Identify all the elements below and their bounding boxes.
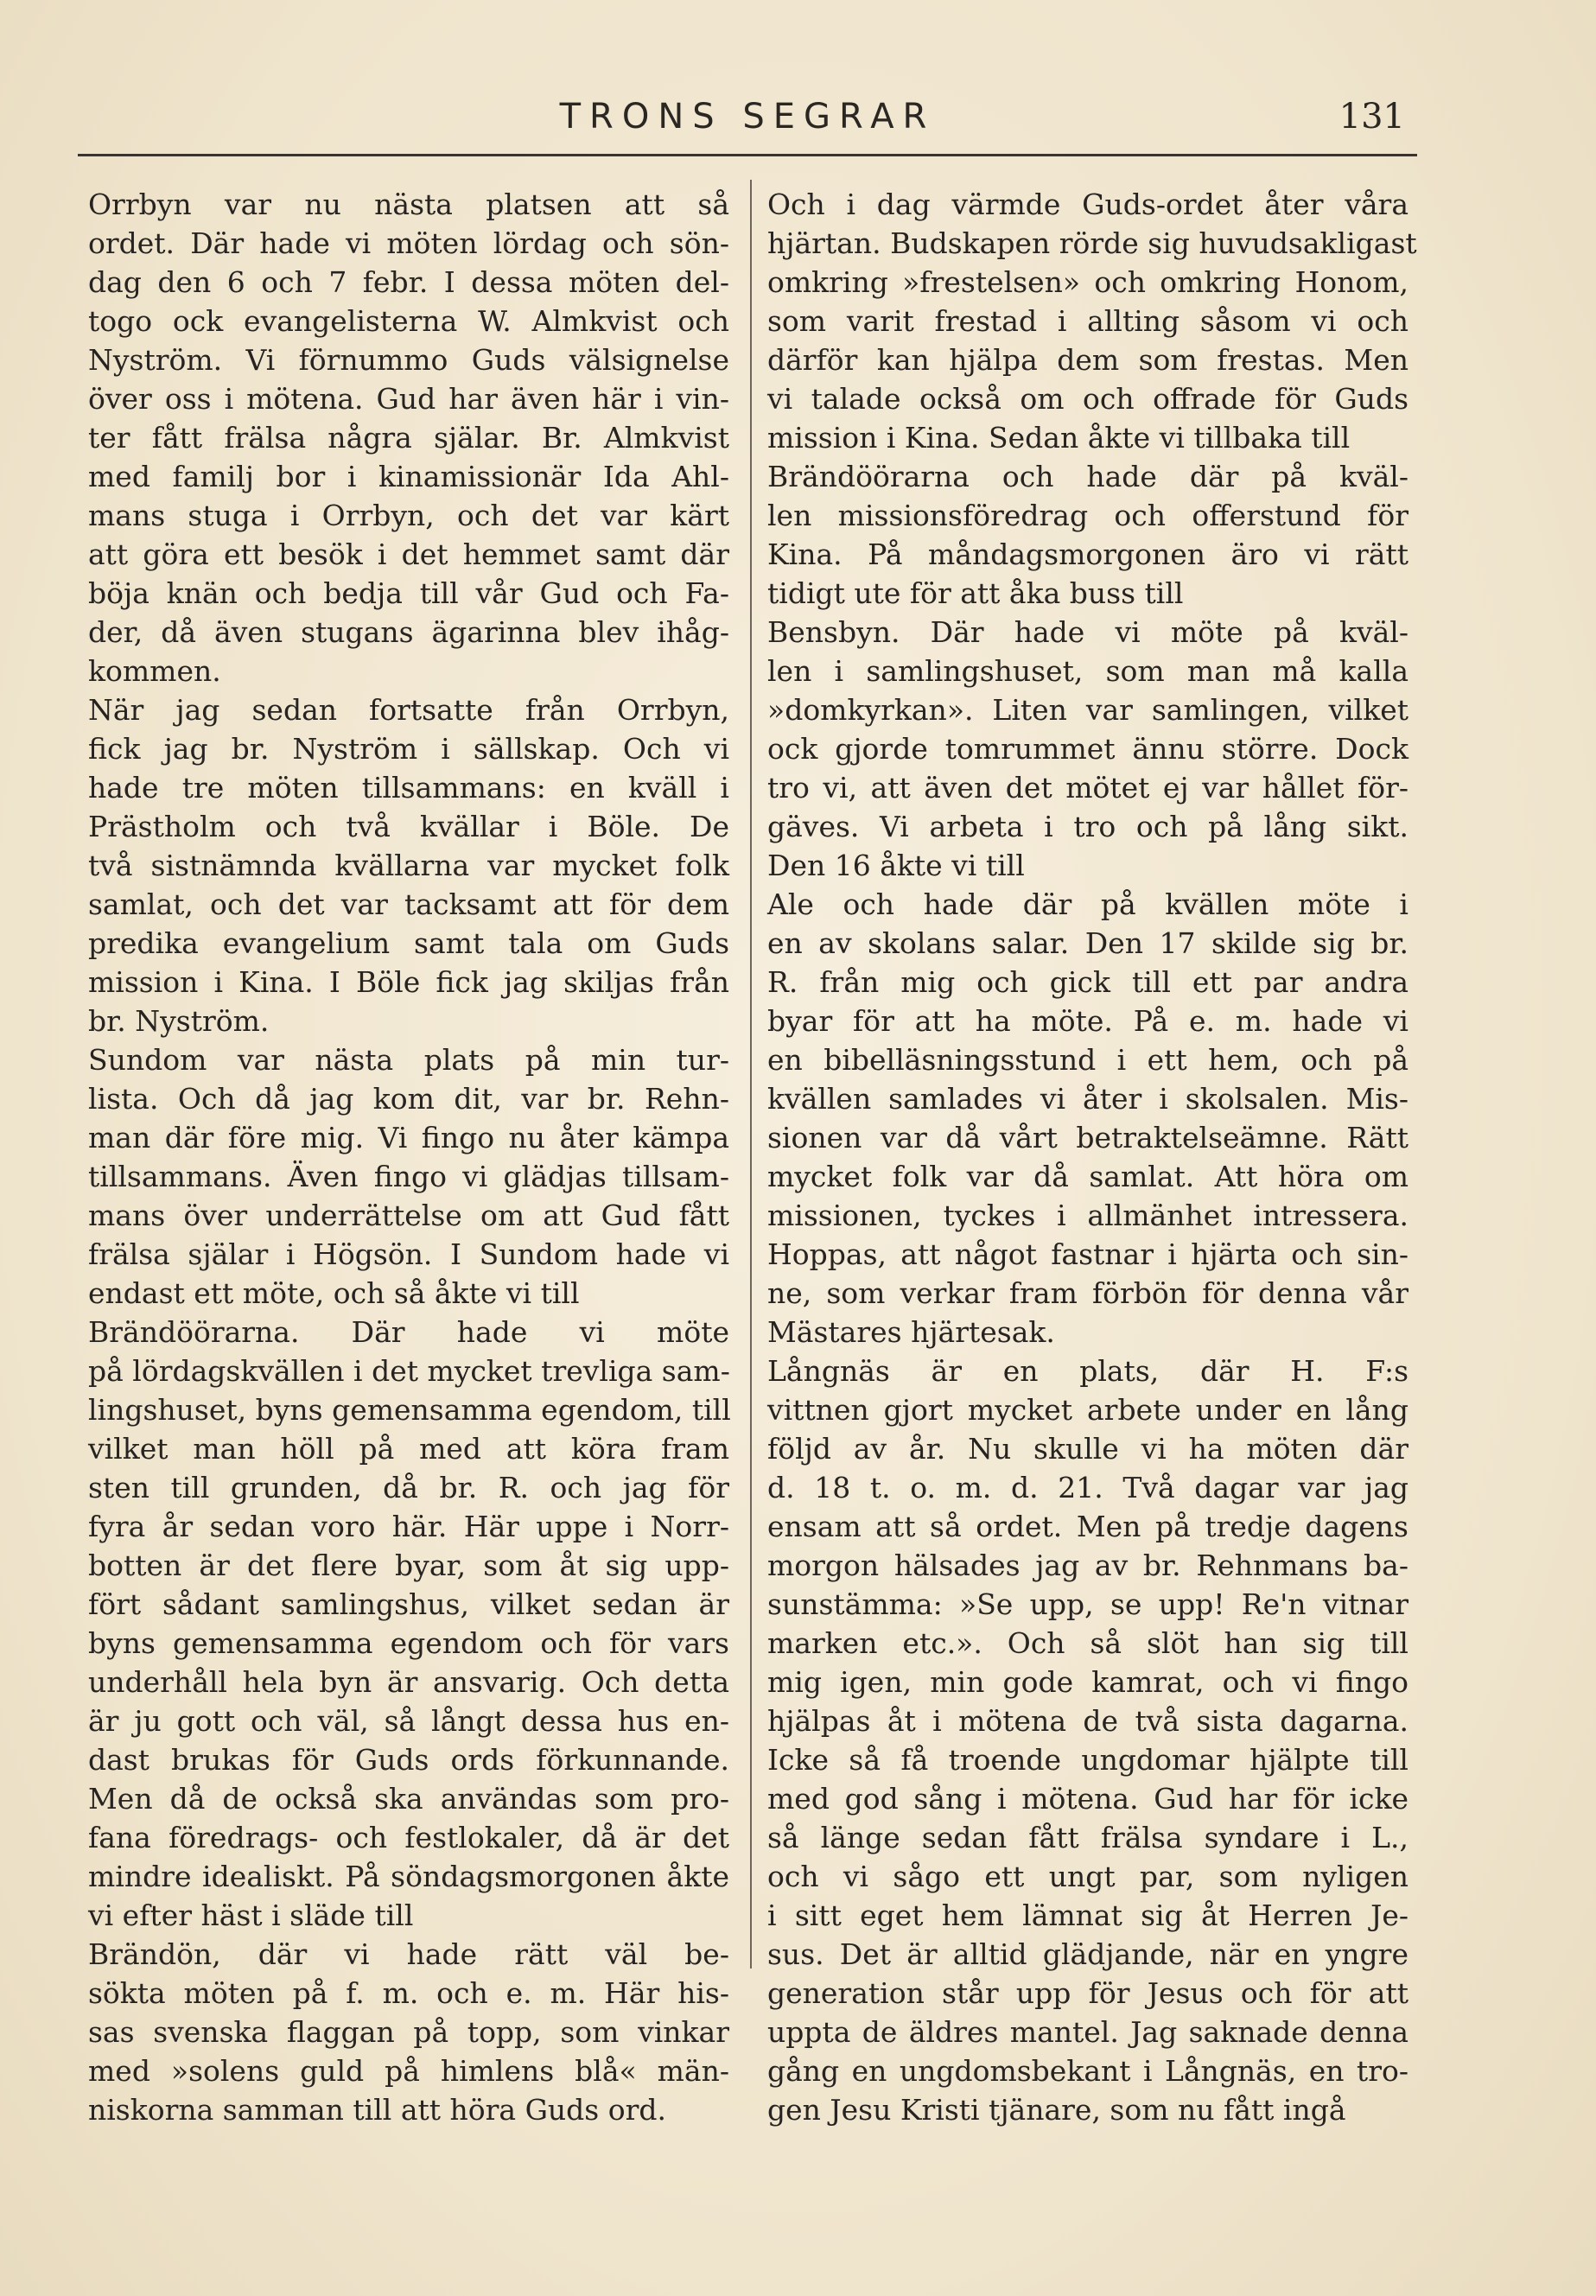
text-line: Brändöörarna och hade där på kväl-: [767, 460, 1408, 493]
text-line: Långnäs är en plats, där H. F:s: [767, 1354, 1408, 1388]
text-line: lista. Och då jag kom dit, var br. Rehn-: [88, 1082, 729, 1116]
text-line: man där före mig. Vi fingo nu åter kämpa: [88, 1121, 729, 1154]
text-line: i sitt eget hem lämnat sig åt Herren Je-: [767, 1898, 1408, 1932]
text-line: två sistnämnda kvällarna var mycket folk: [88, 849, 729, 882]
text-line: så länge sedan fått frälsa syndare i L.,: [767, 1821, 1408, 1854]
text-line: tidigt ute för att åka buss till: [767, 576, 1184, 610]
text-line: uppta de äldres mantel. Jag saknade denna: [767, 2015, 1408, 2049]
text-line: br. Nyström.: [88, 1004, 270, 1038]
text-line: mission i Kina. Sedan åkte vi tillbaka till: [767, 421, 1351, 455]
right-column: [767, 185, 1417, 2129]
text-line: Orrbyn var nu nästa platsen att så: [88, 188, 729, 221]
text-line: mans över underrättelse om att Gud fått: [88, 1199, 729, 1232]
text-line: samlat, och det var tacksamt att för dem: [88, 887, 729, 921]
text-line: vi talade också om och offrade för Guds: [767, 382, 1408, 416]
text-line: fört sådant samlingshus, vilket sedan är: [88, 1587, 729, 1621]
text-line: Mästares hjärtesak.: [767, 1315, 1055, 1349]
text-line: sunstämma: »Se upp, se upp! Re'n vitnar: [767, 1587, 1408, 1621]
text-line: Kina. På måndagsmorgonen äro vi rätt: [767, 537, 1408, 571]
text-line: en av skolans salar. Den 17 skilde sig br.: [767, 926, 1408, 960]
text-line: kommen.: [88, 654, 221, 688]
text-line: mindre idealiskt. På söndagsmorgonen åkte: [88, 1860, 729, 1893]
text-line: att göra ett besök i det hemmet samt där: [88, 537, 729, 571]
text-line: d. 18 t. o. m. d. 21. Två dagar var jag: [767, 1471, 1408, 1504]
text-line: är ju gott och väl, så långt dessa hus en-: [88, 1704, 729, 1738]
text-line: lingshuset, byns gemensamma egendom, till: [88, 1393, 731, 1427]
text-line: morgon hälsades jag av br. Rehnmans ba-: [767, 1549, 1408, 1582]
text-line: sas svenska flaggan på topp, som vinkar: [88, 2015, 729, 2049]
text-line: ordet. Där hade vi möten lördag och sön-: [88, 226, 729, 260]
text-line: Brändön, där vi hade rätt väl be-: [88, 1937, 729, 1971]
text-line: sten till grunden, då br. R. och jag för: [88, 1471, 729, 1504]
text-line: hjälpas åt i mötena de två sista dagarna.: [767, 1704, 1408, 1738]
text-line: R. från mig och gick till ett par andra: [767, 965, 1408, 999]
text-line: mission i Kina. I Böle fick jag skiljas från: [88, 965, 729, 999]
journal-title: TRONS SEGRAR: [559, 97, 936, 137]
text-line: der, då även stugans ägarinna blev ihåg-: [88, 615, 729, 649]
text-line: togo ock evangelisterna W. Almkvist och: [88, 304, 729, 338]
text-line: kvällen samlades vi åter i skolsalen. Mis-: [767, 1082, 1408, 1116]
text-line: underhåll hela byn är ansvarig. Och detta: [88, 1665, 729, 1699]
text-line: omkring »frestelsen» och omkring Honom,: [767, 265, 1408, 299]
text-line: följd av år. Nu skulle vi ha möten där: [767, 1432, 1408, 1466]
text-line: tillsammans. Även fingo vi glädjas tillsam-: [88, 1160, 729, 1193]
text-line: Icke så få troende ungdomar hjälpte till: [767, 1743, 1408, 1777]
text-line: endast ett möte, och så åkte vi till: [88, 1276, 580, 1310]
text-line: Prästholm och två kvällar i Böle. De: [88, 810, 729, 843]
text-line: mans stuga i Orrbyn, och det var kärt: [88, 499, 729, 532]
text-line: gång en ungdomsbekant i Långnäs, en tro-: [767, 2054, 1408, 2088]
text-line: »domkyrkan». Liten var samlingen, vilket: [767, 693, 1408, 727]
text-line: fyra år sedan voro här. Här uppe i Norr-: [88, 1510, 729, 1543]
text-line: gen Jesu Kristi tjänare, som nu fått ingå: [767, 2093, 1346, 2127]
text-line: ensam att så ordet. Men på tredje dagens: [767, 1510, 1408, 1543]
text-line: därför kan hjälpa dem som frestas. Men: [767, 343, 1408, 377]
text-line: botten är det flere byar, som åt sig upp-: [88, 1549, 729, 1582]
text-line: fana föredrags- och festlokaler, då är det: [88, 1821, 729, 1854]
left-column: [88, 185, 729, 2129]
text-line: Sundom var nästa plats på min tur-: [88, 1043, 729, 1077]
text-line: len missionsföredrag och offerstund för: [767, 499, 1408, 532]
text-line: med god sång i mötena. Gud har för icke: [767, 1782, 1408, 1816]
text-line: Hoppas, att något fastnar i hjärta och sin-: [767, 1237, 1408, 1271]
text-line: Ale och hade där på kvällen möte i: [767, 887, 1408, 921]
text-line: gäves. Vi arbeta i tro och på lång sikt.: [767, 810, 1408, 843]
text-line: vilket man höll på med att köra fram: [88, 1432, 729, 1466]
text-line: marken etc.». Och så slöt han sig till: [767, 1626, 1408, 1660]
text-line: dag den 6 och 7 febr. I dessa möten del-: [88, 265, 729, 299]
text-line: en bibelläsningsstund i ett hem, och på: [767, 1043, 1408, 1077]
text-line: Bensbyn. Där hade vi möte på kväl-: [767, 615, 1408, 649]
text-line: och vi sågo ett ungt par, som nyligen: [767, 1860, 1408, 1893]
text-line: generation står upp för Jesus och för att: [767, 1976, 1408, 2010]
text-line: dast brukas för Guds ords förkunnande.: [88, 1743, 729, 1777]
text-line: med familj bor i kinamissionär Ida Ahl-: [88, 460, 729, 493]
text-line: byns gemensamma egendom och för vars: [88, 1626, 729, 1660]
header-rule: [78, 154, 1417, 156]
text-line: över oss i mötena. Gud har även här i vin-: [88, 382, 729, 416]
text-line: missionen, tyckes i allmänhet intressera.: [767, 1199, 1408, 1232]
text-line: vi efter häst i släde till: [88, 1898, 414, 1932]
text-line: Nyström. Vi förnummo Guds välsignelse: [88, 343, 729, 377]
text-line: fick jag br. Nyström i sällskap. Och vi: [88, 732, 729, 766]
running-header: [78, 97, 1417, 149]
text-line: niskorna samman till att höra Guds ord.: [88, 2093, 666, 2127]
text-line: Och i dag värmde Guds-ordet åter våra: [767, 188, 1408, 221]
text-line: Den 16 åkte vi till: [767, 849, 1025, 882]
text-line: vittnen gjort mycket arbete under en lång: [767, 1393, 1408, 1427]
text-line: Brändöörarna. Där hade vi möte: [88, 1315, 729, 1349]
page-number: 131: [1338, 97, 1405, 137]
text-line: sionen var då vårt betraktelseämne. Rätt: [767, 1121, 1408, 1154]
text-line: byar för att ha möte. På e. m. hade vi: [767, 1004, 1408, 1038]
text-line: med »solens guld på himlens blå« män-: [88, 2054, 729, 2088]
text-line: När jag sedan fortsatte från Orrbyn,: [88, 693, 729, 727]
text-line: sus. Det är alltid glädjande, när en yngre: [767, 1937, 1408, 1971]
column-divider: [750, 180, 752, 1968]
text-line: hade tre möten tillsammans: en kväll i: [88, 771, 729, 805]
text-line: predika evangelium samt tala om Guds: [88, 926, 729, 960]
text-line: böja knän och bedja till vår Gud och Fa-: [88, 576, 729, 610]
text-line: Men då de också ska användas som pro-: [88, 1782, 729, 1816]
text-line: mig igen, min gode kamrat, och vi fingo: [767, 1665, 1408, 1699]
text-line: hjärtan. Budskapen rörde sig huvudsakligast: [767, 226, 1417, 260]
text-line: frälsa själar i Högsön. I Sundom hade vi: [88, 1237, 729, 1271]
text-line: sökta möten på f. m. och e. m. Här his-: [88, 1976, 729, 2010]
text-line: ne, som verkar fram förbön för denna vår: [767, 1276, 1408, 1310]
text-line: på lördagskvällen i det mycket trevliga sam-: [88, 1354, 730, 1388]
text-line: ock gjorde tomrummet ännu större. Dock: [767, 732, 1408, 766]
text-line: ter fått frälsa några själar. Br. Almkvist: [88, 421, 729, 455]
text-line: mycket folk var då samlat. Att höra om: [767, 1160, 1408, 1193]
text-line: tro vi, att även det mötet ej var hållet för-: [767, 771, 1408, 805]
text-line: len i samlingshuset, som man må kalla: [767, 654, 1408, 688]
text-line: som varit frestad i allting såsom vi och: [767, 304, 1408, 338]
